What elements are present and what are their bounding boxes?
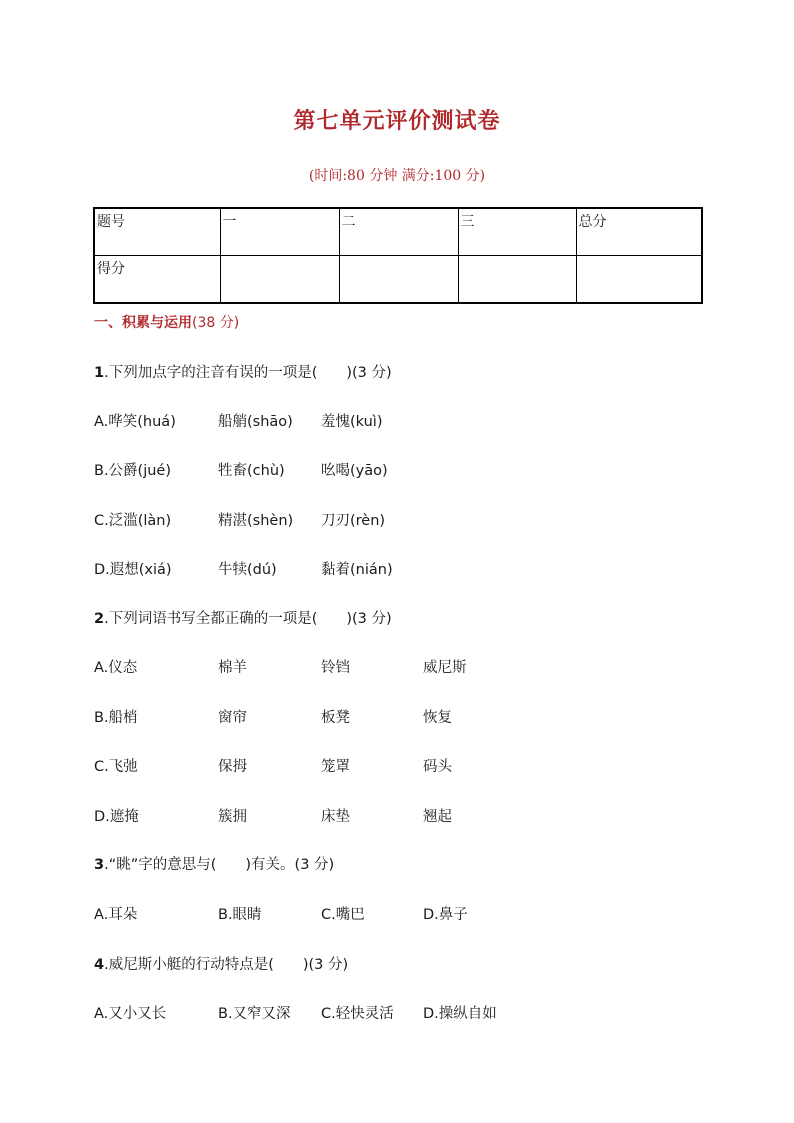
question-4 [94, 953, 348, 974]
option-item: C.泛滥(làn) [94, 513, 172, 529]
question-number: 1 [94, 365, 105, 381]
option-item: D.遮掩 [94, 809, 139, 825]
question-number: 2 [94, 611, 105, 627]
question-1 [94, 361, 392, 382]
option-item: A.哗笑(huá) [94, 414, 176, 430]
question-number: 3 [94, 857, 105, 873]
option-item: 羞愧(kuì) [321, 414, 383, 430]
option-item: A.仪态 [94, 660, 138, 676]
option-item: B.眼睛 [218, 907, 262, 923]
question-text: .“眺”字的意思与( )有关。(3 分) [104, 857, 335, 873]
score-table [93, 207, 703, 304]
score-row-label: 得分 [94, 256, 220, 304]
section-points: (38 分) [192, 315, 240, 331]
score-blank-cell[interactable] [220, 256, 339, 304]
option-item: 床垫 [321, 809, 350, 825]
option-item: C.嘴巴 [321, 907, 365, 923]
option-item: 棉羊 [218, 660, 247, 676]
question-text: .下列词语书写全都正确的一项是( )(3 分) [104, 611, 392, 627]
option-item: 码头 [423, 759, 452, 775]
score-blank-cell[interactable] [458, 256, 576, 304]
option-item: 精湛(shèn) [218, 513, 294, 529]
option-item: C.轻快灵活 [321, 1006, 394, 1022]
question-text: .威尼斯小艇的行动特点是( )(3 分) [104, 957, 349, 973]
option-item: 铃铛 [321, 660, 350, 676]
option-item: 簇拥 [218, 809, 247, 825]
option-item: B.船梢 [94, 710, 138, 726]
option-item: B.又窄又深 [218, 1006, 291, 1022]
option-item: A.耳朵 [94, 907, 138, 923]
option-item: A.又小又长 [94, 1006, 167, 1022]
score-header-cell: 题号 [94, 208, 220, 256]
option-item: D.鼻子 [423, 907, 468, 923]
score-header-cell: 三 [458, 208, 576, 256]
option-item: D.操纵自如 [423, 1006, 497, 1022]
question-text: .下列加点字的注音有误的一项是( )(3 分) [104, 365, 392, 381]
option-item: 保拇 [218, 759, 247, 775]
option-item: 窗帘 [218, 710, 247, 726]
question-3 [94, 853, 334, 874]
exam-title: 第七单元评价测试卷 [293, 108, 501, 134]
question-2 [94, 607, 392, 628]
option-item: 黏着(nián) [321, 562, 393, 578]
option-item: D.遐想(xiá) [94, 562, 172, 578]
option-item: 恢复 [423, 710, 452, 726]
option-item: 刀刃(rèn) [321, 513, 386, 529]
question-number: 4 [94, 957, 105, 973]
score-blank-cell[interactable] [576, 256, 702, 304]
option-item: 板凳 [321, 710, 350, 726]
score-table-header-row [94, 208, 702, 256]
score-header-cell: 一 [220, 208, 339, 256]
score-header-cell: 二 [339, 208, 458, 256]
option-item: 牛犊(dú) [218, 562, 277, 578]
option-item: 笼罩 [321, 759, 350, 775]
option-item: B.公爵(jué) [94, 463, 172, 479]
option-item: 翘起 [423, 809, 452, 825]
option-item: C.飞弛 [94, 759, 138, 775]
exam-subtitle: (时间:80 分钟 满分:100 分) [308, 168, 486, 184]
section-title: 一、积累与运用 [94, 315, 192, 331]
option-item: 威尼斯 [423, 660, 467, 676]
section-heading [94, 312, 239, 332]
score-header-cell: 总分 [576, 208, 702, 256]
score-blank-cell[interactable] [339, 256, 458, 304]
score-table-score-row [94, 256, 702, 304]
option-item: 牲畜(chù) [218, 463, 285, 479]
option-item: 船艄(shāo) [218, 414, 293, 430]
option-item: 吆喝(yāo) [321, 463, 388, 479]
